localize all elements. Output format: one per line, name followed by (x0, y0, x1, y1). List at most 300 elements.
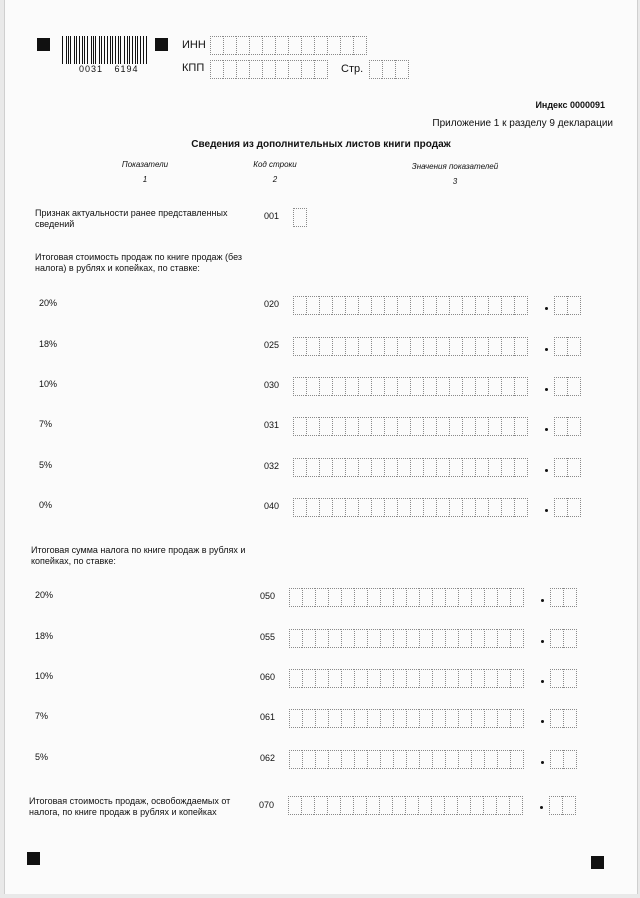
input-cell[interactable] (367, 750, 380, 769)
input-cell[interactable] (462, 377, 475, 396)
input-cell[interactable] (501, 296, 514, 315)
input-cell[interactable] (358, 337, 371, 356)
exempt-label: Итоговая стоимость продаж, освобождаемых от налога, по книге продаж в рублях и копейках (29, 796, 231, 817)
input-cell[interactable] (436, 498, 449, 517)
input-cell[interactable] (302, 709, 315, 728)
input-cell[interactable] (380, 750, 393, 769)
tax-amount-kopecks-field[interactable] (550, 709, 577, 728)
input-cell[interactable] (406, 709, 419, 728)
sales-base-kopecks-field[interactable] (554, 337, 581, 356)
input-cell[interactable] (449, 296, 462, 315)
input-cell[interactable] (392, 796, 405, 815)
input-cell[interactable] (458, 669, 471, 688)
input-cell[interactable] (514, 498, 528, 517)
input-cell[interactable] (444, 796, 457, 815)
input-cell[interactable] (497, 669, 510, 688)
input-cell[interactable] (423, 458, 436, 477)
input-cell[interactable] (514, 458, 528, 477)
input-cell[interactable] (393, 588, 406, 607)
input-cell[interactable] (367, 709, 380, 728)
input-cell[interactable] (332, 498, 345, 517)
input-cell[interactable] (501, 337, 514, 356)
input-cell[interactable] (293, 296, 306, 315)
input-cell[interactable] (341, 588, 354, 607)
input-cell[interactable] (510, 588, 524, 607)
sales-base-kopecks-field[interactable] (554, 417, 581, 436)
input-cell[interactable] (510, 709, 524, 728)
input-cell[interactable] (462, 296, 475, 315)
input-cell[interactable] (567, 458, 581, 477)
input-cell[interactable] (423, 377, 436, 396)
input-cell[interactable] (262, 36, 275, 55)
exempt-kopecks-field[interactable] (549, 796, 576, 815)
input-cell[interactable] (431, 796, 444, 815)
input-cell[interactable] (293, 458, 306, 477)
input-cell[interactable] (432, 669, 445, 688)
input-cell[interactable] (397, 337, 410, 356)
input-cell[interactable] (445, 709, 458, 728)
input-cell[interactable] (419, 750, 432, 769)
input-cell[interactable] (488, 377, 501, 396)
input-cell[interactable] (275, 60, 288, 79)
input-cell[interactable] (410, 498, 423, 517)
input-cell[interactable] (301, 796, 314, 815)
input-cell[interactable] (509, 796, 523, 815)
tax-amount-rubles-field[interactable] (289, 750, 524, 769)
input-cell[interactable] (384, 498, 397, 517)
input-cell[interactable] (293, 208, 307, 227)
input-cell[interactable] (371, 377, 384, 396)
input-cell[interactable] (345, 458, 358, 477)
input-cell[interactable] (514, 377, 528, 396)
input-cell[interactable] (406, 750, 419, 769)
input-cell[interactable] (488, 337, 501, 356)
input-cell[interactable] (379, 796, 392, 815)
input-cell[interactable] (288, 796, 301, 815)
sales-base-rubles-field[interactable] (293, 377, 528, 396)
input-cell[interactable] (393, 669, 406, 688)
input-cell[interactable] (341, 750, 354, 769)
input-cell[interactable] (550, 588, 563, 607)
input-cell[interactable] (301, 36, 314, 55)
input-cell[interactable] (449, 417, 462, 436)
input-cell[interactable] (371, 458, 384, 477)
input-cell[interactable] (475, 377, 488, 396)
input-cell[interactable] (423, 337, 436, 356)
input-cell[interactable] (445, 629, 458, 648)
input-cell[interactable] (484, 629, 497, 648)
input-cell[interactable] (345, 417, 358, 436)
input-cell[interactable] (366, 796, 379, 815)
sales-base-rubles-field[interactable] (293, 458, 528, 477)
input-cell[interactable] (445, 750, 458, 769)
input-cell[interactable] (458, 709, 471, 728)
input-cell[interactable] (458, 629, 471, 648)
input-cell[interactable] (471, 709, 484, 728)
input-cell[interactable] (471, 669, 484, 688)
input-cell[interactable] (319, 417, 332, 436)
input-cell[interactable] (306, 377, 319, 396)
input-cell[interactable] (436, 458, 449, 477)
input-cell[interactable] (501, 377, 514, 396)
input-cell[interactable] (432, 709, 445, 728)
input-cell[interactable] (488, 458, 501, 477)
input-cell[interactable] (328, 629, 341, 648)
input-cell[interactable] (510, 629, 524, 648)
input-cell[interactable] (483, 796, 496, 815)
input-cell[interactable] (419, 588, 432, 607)
input-cell[interactable] (397, 417, 410, 436)
page-number-field[interactable] (369, 60, 409, 79)
input-cell[interactable] (501, 458, 514, 477)
input-cell[interactable] (563, 588, 577, 607)
input-cell[interactable] (496, 796, 509, 815)
input-cell[interactable] (484, 750, 497, 769)
input-cell[interactable] (554, 296, 567, 315)
input-cell[interactable] (384, 377, 397, 396)
input-cell[interactable] (314, 36, 327, 55)
tax-amount-kopecks-field[interactable] (550, 669, 577, 688)
input-cell[interactable] (554, 417, 567, 436)
input-cell[interactable] (462, 458, 475, 477)
input-cell[interactable] (406, 669, 419, 688)
section1-heading: Итоговая стоимость продаж по книге продаж (без налога) в рублях и копейках, по ставке: (35, 252, 243, 273)
sales-base-kopecks-field[interactable] (554, 458, 581, 477)
sales-base-kopecks-field[interactable] (554, 296, 581, 315)
input-cell[interactable] (367, 669, 380, 688)
input-cell[interactable] (423, 296, 436, 315)
input-cell[interactable] (501, 498, 514, 517)
input-cell[interactable] (315, 709, 328, 728)
input-cell[interactable] (289, 629, 302, 648)
input-cell[interactable] (371, 337, 384, 356)
input-cell[interactable] (514, 337, 528, 356)
input-cell[interactable] (314, 796, 327, 815)
input-cell[interactable] (410, 458, 423, 477)
sales-base-rubles-field[interactable] (293, 417, 528, 436)
input-cell[interactable] (567, 337, 581, 356)
input-cell[interactable] (514, 296, 528, 315)
input-cell[interactable] (353, 796, 366, 815)
input-cell[interactable] (475, 296, 488, 315)
input-cell[interactable] (550, 629, 563, 648)
input-cell[interactable] (563, 669, 577, 688)
sales-base-kopecks-field[interactable] (554, 377, 581, 396)
input-cell[interactable] (371, 498, 384, 517)
input-cell[interactable] (488, 498, 501, 517)
input-cell[interactable] (554, 377, 567, 396)
input-cell[interactable] (497, 629, 510, 648)
input-cell[interactable] (289, 669, 302, 688)
input-cell[interactable] (563, 750, 577, 769)
input-cell[interactable] (554, 498, 567, 517)
input-cell[interactable] (397, 296, 410, 315)
input-cell[interactable] (484, 588, 497, 607)
input-cell[interactable] (319, 296, 332, 315)
barcode-bar (95, 36, 96, 64)
input-cell[interactable] (497, 750, 510, 769)
input-cell[interactable] (449, 377, 462, 396)
input-cell[interactable] (432, 629, 445, 648)
input-cell[interactable] (475, 417, 488, 436)
input-cell[interactable] (302, 669, 315, 688)
input-cell[interactable] (567, 377, 581, 396)
input-cell[interactable] (470, 796, 483, 815)
input-cell[interactable] (380, 588, 393, 607)
input-cell[interactable] (449, 458, 462, 477)
input-cell[interactable] (554, 458, 567, 477)
input-cell[interactable] (410, 296, 423, 315)
input-cell[interactable] (328, 669, 341, 688)
input-cell[interactable] (462, 498, 475, 517)
input-cell[interactable] (405, 796, 418, 815)
input-cell[interactable] (488, 417, 501, 436)
tax-amount-kopecks-field[interactable] (550, 629, 577, 648)
input-cell[interactable] (380, 669, 393, 688)
input-cell[interactable] (436, 417, 449, 436)
input-cell[interactable] (315, 588, 328, 607)
input-cell[interactable] (340, 36, 353, 55)
input-cell[interactable] (302, 588, 315, 607)
input-cell[interactable] (332, 377, 345, 396)
input-cell[interactable] (328, 588, 341, 607)
input-cell[interactable] (306, 498, 319, 517)
input-cell[interactable] (497, 588, 510, 607)
input-cell[interactable] (358, 458, 371, 477)
tax-amount-rate-label: 20% (35, 590, 54, 600)
input-cell[interactable] (397, 377, 410, 396)
input-cell[interactable] (354, 669, 367, 688)
input-cell[interactable] (484, 669, 497, 688)
input-cell[interactable] (354, 629, 367, 648)
input-cell[interactable] (384, 337, 397, 356)
input-cell[interactable] (510, 669, 524, 688)
input-cell[interactable] (293, 337, 306, 356)
input-cell[interactable] (369, 60, 382, 79)
input-cell[interactable] (562, 796, 576, 815)
input-cell[interactable] (393, 629, 406, 648)
input-cell[interactable] (293, 417, 306, 436)
input-cell[interactable] (315, 750, 328, 769)
input-cell[interactable] (210, 36, 223, 55)
input-cell[interactable] (319, 337, 332, 356)
input-cell[interactable] (328, 750, 341, 769)
input-cell[interactable] (406, 588, 419, 607)
input-cell[interactable] (550, 750, 563, 769)
input-cell[interactable] (488, 296, 501, 315)
input-cell[interactable] (354, 588, 367, 607)
input-cell[interactable] (327, 796, 340, 815)
input-cell[interactable] (563, 709, 577, 728)
input-cell[interactable] (332, 337, 345, 356)
input-cell[interactable] (567, 417, 581, 436)
input-cell[interactable] (353, 36, 367, 55)
barcode-bar (87, 36, 88, 64)
input-cell[interactable] (563, 629, 577, 648)
input-cell[interactable] (302, 629, 315, 648)
input-cell[interactable] (397, 458, 410, 477)
input-cell[interactable] (393, 750, 406, 769)
input-cell[interactable] (367, 629, 380, 648)
input-cell[interactable] (471, 629, 484, 648)
input-cell[interactable] (293, 498, 306, 517)
input-cell[interactable] (210, 60, 223, 79)
input-cell[interactable] (423, 417, 436, 436)
input-cell[interactable] (445, 588, 458, 607)
input-cell[interactable] (497, 709, 510, 728)
input-cell[interactable] (471, 750, 484, 769)
input-cell[interactable] (395, 60, 409, 79)
input-cell[interactable] (236, 36, 249, 55)
input-cell[interactable] (567, 296, 581, 315)
input-cell[interactable] (314, 60, 328, 79)
input-cell[interactable] (475, 458, 488, 477)
input-cell[interactable] (567, 498, 581, 517)
input-cell[interactable] (332, 458, 345, 477)
sales-base-rubles-field[interactable] (293, 296, 528, 315)
input-cell[interactable] (423, 498, 436, 517)
input-cell[interactable] (436, 296, 449, 315)
input-cell[interactable] (341, 669, 354, 688)
input-cell[interactable] (371, 417, 384, 436)
input-cell[interactable] (262, 60, 275, 79)
input-cell[interactable] (332, 296, 345, 315)
input-cell[interactable] (449, 498, 462, 517)
input-cell[interactable] (501, 417, 514, 436)
input-cell[interactable] (328, 709, 341, 728)
input-cell[interactable] (288, 60, 301, 79)
input-cell[interactable] (367, 588, 380, 607)
barcode-bar (101, 36, 102, 64)
input-cell[interactable] (550, 709, 563, 728)
input-cell[interactable] (341, 709, 354, 728)
input-cell[interactable] (327, 36, 340, 55)
input-cell[interactable] (306, 417, 319, 436)
input-cell[interactable] (358, 417, 371, 436)
tax-amount-rubles-field[interactable] (289, 588, 524, 607)
input-cell[interactable] (462, 337, 475, 356)
input-cell[interactable] (432, 750, 445, 769)
input-cell[interactable] (223, 60, 236, 79)
input-cell[interactable] (319, 498, 332, 517)
input-cell[interactable] (514, 417, 528, 436)
input-cell[interactable] (315, 669, 328, 688)
input-cell[interactable] (249, 60, 262, 79)
input-cell[interactable] (289, 750, 302, 769)
input-cell[interactable] (410, 377, 423, 396)
sales-base-rate-label: 20% (39, 298, 58, 308)
input-cell[interactable] (445, 669, 458, 688)
input-cell[interactable] (382, 60, 395, 79)
input-cell[interactable] (484, 709, 497, 728)
input-cell[interactable] (380, 709, 393, 728)
input-cell[interactable] (289, 588, 302, 607)
input-cell[interactable] (458, 588, 471, 607)
input-cell[interactable] (419, 669, 432, 688)
tax-amount-kopecks-field[interactable] (550, 588, 577, 607)
input-cell[interactable] (410, 417, 423, 436)
input-cell[interactable] (410, 337, 423, 356)
input-cell[interactable] (306, 458, 319, 477)
input-cell[interactable] (345, 377, 358, 396)
input-cell[interactable] (418, 796, 431, 815)
input-cell[interactable] (397, 498, 410, 517)
input-cell[interactable] (358, 377, 371, 396)
input-cell[interactable] (319, 458, 332, 477)
input-cell[interactable] (306, 337, 319, 356)
input-cell[interactable] (302, 750, 315, 769)
input-cell[interactable] (354, 709, 367, 728)
input-cell[interactable] (371, 296, 384, 315)
input-cell[interactable] (345, 296, 358, 315)
input-cell[interactable] (341, 629, 354, 648)
sales-base-kopecks-field[interactable] (554, 498, 581, 517)
input-cell[interactable] (549, 796, 562, 815)
input-cell[interactable] (275, 36, 288, 55)
input-cell[interactable] (554, 337, 567, 356)
input-cell[interactable] (358, 296, 371, 315)
input-cell[interactable] (510, 750, 524, 769)
input-cell[interactable] (354, 750, 367, 769)
input-cell[interactable] (475, 337, 488, 356)
input-cell[interactable] (475, 498, 488, 517)
input-cell[interactable] (223, 36, 236, 55)
input-cell[interactable] (458, 750, 471, 769)
input-cell[interactable] (315, 629, 328, 648)
input-cell[interactable] (340, 796, 353, 815)
tax-amount-rubles-field[interactable] (289, 629, 524, 648)
input-cell[interactable] (419, 709, 432, 728)
input-cell[interactable] (462, 417, 475, 436)
input-cell[interactable] (449, 337, 462, 356)
input-cell[interactable] (293, 377, 306, 396)
input-cell[interactable] (249, 36, 262, 55)
exempt-rubles-field[interactable] (288, 796, 523, 815)
input-cell[interactable] (550, 669, 563, 688)
input-cell[interactable] (289, 709, 302, 728)
kpp-field[interactable] (210, 60, 328, 79)
input-cell[interactable] (384, 417, 397, 436)
sales-base-rubles-field[interactable] (293, 337, 528, 356)
input-cell[interactable] (432, 588, 445, 607)
input-cell[interactable] (236, 60, 249, 79)
actuality-field[interactable] (293, 208, 307, 227)
tax-amount-rubles-field[interactable] (289, 709, 524, 728)
input-cell[interactable] (288, 36, 301, 55)
input-cell[interactable] (406, 629, 419, 648)
tax-amount-rubles-field[interactable] (289, 669, 524, 688)
input-cell[interactable] (436, 337, 449, 356)
input-cell[interactable] (384, 458, 397, 477)
input-cell[interactable] (436, 377, 449, 396)
inn-field[interactable] (210, 36, 367, 55)
input-cell[interactable] (345, 337, 358, 356)
input-cell[interactable] (393, 709, 406, 728)
input-cell[interactable] (319, 377, 332, 396)
tax-amount-kopecks-field[interactable] (550, 750, 577, 769)
input-cell[interactable] (380, 629, 393, 648)
input-cell[interactable] (332, 417, 345, 436)
input-cell[interactable] (358, 498, 371, 517)
input-cell[interactable] (384, 296, 397, 315)
sales-base-rubles-field[interactable] (293, 498, 528, 517)
input-cell[interactable] (345, 498, 358, 517)
input-cell[interactable] (301, 60, 314, 79)
input-cell[interactable] (457, 796, 470, 815)
input-cell[interactable] (306, 296, 319, 315)
input-cell[interactable] (471, 588, 484, 607)
input-cell[interactable] (419, 629, 432, 648)
